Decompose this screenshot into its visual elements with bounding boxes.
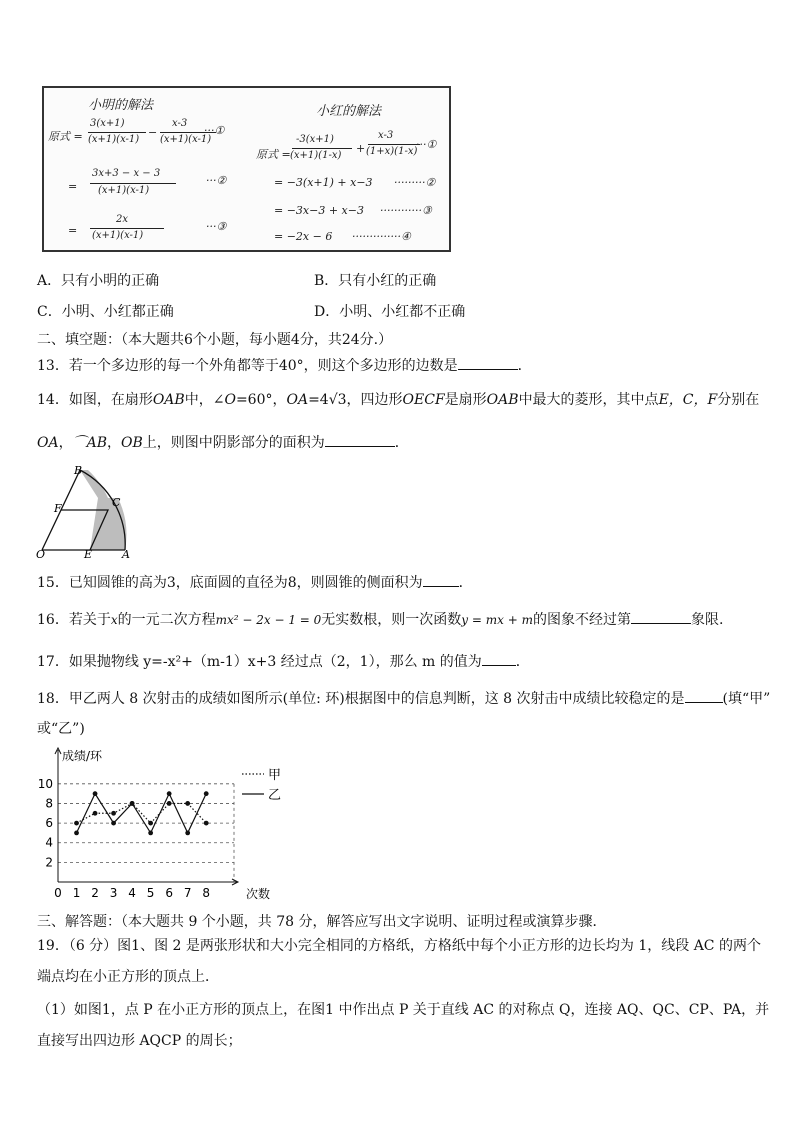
q14-text-g: 中最大的菱形，其中点 (518, 392, 659, 408)
data-point-甲 (111, 811, 116, 816)
q14-o: O (224, 392, 236, 408)
question-19-line1: 19．（6 分）图1、图 2 是两张形状和大小完全相同的方格纸，方格纸中每个小正方形的边长均为 1，线段 AC 的两个 (37, 938, 761, 954)
q14-blank (325, 434, 395, 447)
data-point-乙 (204, 791, 209, 796)
xiaohong-frac1-num: -3(x+1) (296, 134, 334, 145)
question-16 (37, 609, 723, 629)
q16-text-b: 的一元二次方程 (117, 612, 216, 628)
xiaoming-frac2-num: x-3 (172, 118, 188, 129)
xiaohong-line2: = −3(x+1) + x−3 (274, 176, 373, 189)
q17-end: ． (515, 654, 530, 670)
xiaohong-title: 小红的解法 (316, 104, 382, 119)
x-tick-label: 4 (128, 886, 136, 900)
xiaohong-mark4: ··············④ (352, 230, 411, 243)
question-19-line2: 端点均在小正方形的顶点上． (37, 969, 219, 985)
data-point-乙 (167, 791, 172, 796)
question-15 (37, 572, 473, 592)
q18-text-end: (填“甲” (722, 691, 771, 707)
x-tick-label: 0 (54, 886, 62, 900)
q14-sqrt: √3 (328, 392, 347, 408)
q16-blank (631, 611, 691, 624)
xiaohong-line4: = −2x − 6 (274, 230, 333, 243)
xiaoming-frac1-bar (88, 132, 146, 133)
option-c: C．小明、小红都正确 (37, 304, 174, 320)
x-tick-label: 6 (165, 886, 173, 900)
xiaoming-line3-bar (90, 228, 164, 229)
chart-series (74, 791, 208, 835)
q14-text-d: =4 (308, 392, 329, 408)
q16-text-c: 无实数根，则一次函数 (321, 612, 462, 628)
data-point-甲 (148, 821, 153, 826)
x-tick-label: 8 (202, 886, 211, 900)
chart-axes (55, 748, 238, 885)
legend-label-甲: 甲 (268, 768, 282, 783)
question-19-line4: 直接写出四边形 AQCP 的周长； (37, 1033, 242, 1049)
question-18-line2: 或“乙”) (37, 721, 85, 737)
label-o: O (36, 548, 46, 558)
question-14-line2 (37, 432, 409, 452)
x-tick-label: 1 (72, 886, 81, 900)
q14-text-b: 中，∠ (184, 392, 225, 408)
shaded-region-bottom (90, 498, 126, 550)
xiaohong-frac2-num: x-3 (378, 130, 394, 141)
xiaohong-frac2-den: (1+x)(1-x) (366, 146, 418, 157)
q18-blank (685, 690, 723, 703)
q17-blank (482, 653, 516, 666)
q14-oab-2: OAB (486, 392, 519, 408)
q14-comma-2: ， (107, 435, 121, 451)
q14-text-a: 14．如图，在扇形 (37, 392, 153, 408)
x-tick-label: 7 (183, 886, 192, 900)
q14-arc-ab: ⌒AB (72, 435, 107, 451)
y-axis-label: 成绩/环 (62, 749, 103, 763)
data-point-甲 (204, 821, 209, 826)
q15-text: 15．已知圆锥的高为3，底面圆的直径为8，则圆锥的侧面积为 (37, 575, 423, 591)
label-a: A (122, 548, 130, 558)
data-point-甲 (167, 801, 172, 806)
xiaohong-frac1-den: (x+1)(1-x) (290, 150, 342, 161)
label-f: F (54, 502, 62, 515)
data-point-乙 (74, 831, 79, 836)
q16-text-a: 16．若关于 (37, 612, 111, 628)
q17-text: 17．如果抛物线 y=-x²+（m-1）x+3 经过点（2，1），那么 m 的值为 (37, 654, 482, 670)
q14-comma-1: ， (58, 435, 73, 451)
q16-function: y = mx + m (461, 613, 533, 627)
q14-ob: OB (121, 435, 143, 451)
q14-text-e: ，四边形 (346, 392, 403, 408)
y-tick-label: 2 (45, 855, 53, 870)
q16-text-e: 象限. (690, 612, 724, 628)
xiaohong-mark3: ············③ (380, 204, 432, 217)
data-point-乙 (185, 831, 190, 836)
q16-text-d: 的图象不经过第 (532, 612, 631, 628)
xiaoming-line3-lhs: = (68, 224, 78, 237)
xiaoming-frac2-den: (x+1)(x-1) (160, 134, 212, 145)
q13-blank (458, 357, 518, 370)
sector-figure (32, 462, 144, 558)
xiaoming-line2-den: (x+1)(x-1) (98, 185, 150, 196)
xiaoming-mark2: ···② (206, 174, 227, 187)
section-2-heading: 二、填空题：（本大题共6个小题，每小题4分，共24分.） (37, 332, 393, 348)
section-3-heading: 三、解答题：（本大题共 9 个小题，共 78 分，解答应写出文字说明、证明过程或演算步骤． (37, 914, 607, 930)
xiaohong-plus: + (356, 142, 366, 155)
data-point-甲 (93, 811, 98, 816)
shaded-region-top (80, 470, 108, 498)
q14-text-i: 上，则图中阴影部分的面积为 (142, 435, 325, 451)
xiaohong-line3: = −3x−3 + x−3 (274, 204, 364, 217)
q14-points: E，C，F (658, 392, 718, 408)
question-17 (37, 651, 530, 671)
label-c: C (112, 496, 121, 509)
q14-text-h: 分别在 (717, 392, 760, 408)
y-tick-label: 10 (37, 776, 53, 791)
xiaoming-line2-bar (90, 183, 176, 184)
xiaohong-line1-lhs: 原式 = (256, 148, 291, 161)
xiaohong-mark1: ···① (416, 138, 437, 151)
y-tick-label: 8 (45, 796, 53, 811)
xiaohong-frac2-bar (368, 144, 420, 145)
xiaoming-mark3: ···③ (206, 220, 227, 233)
xiaoming-mark1: ···① (204, 124, 225, 137)
q16-x: x (110, 613, 118, 627)
label-b: B (74, 464, 83, 477)
q18-text: 18．甲乙两人 8 次射击的成绩如图所示(单位: 环)根据图中的信息判断，这 8 次射击中成绩比较稳定的是 (37, 691, 685, 707)
q15-end: ． (458, 575, 473, 591)
label-e: E (84, 548, 93, 558)
chart-labels (38, 748, 281, 901)
x-tick-label: 3 (109, 886, 118, 900)
xiaoming-minus: − (148, 126, 158, 139)
y-tick-label: 4 (45, 835, 53, 850)
xiaohong-mark2: ·········② (394, 176, 436, 189)
q14-oab: OAB (152, 392, 185, 408)
q16-equation: mx² − 2x − 1 = 0 (215, 613, 322, 627)
q14-oa: OA (286, 392, 309, 408)
q13-end: ． (517, 358, 532, 374)
question-13 (37, 355, 532, 375)
xiaoming-line3-den: (x+1)(x-1) (92, 230, 144, 241)
data-point-乙 (148, 831, 153, 836)
question-14-line1 (37, 389, 759, 409)
option-d: D．小明、小红都不正确 (314, 304, 466, 320)
q14-end: ． (394, 435, 409, 451)
question-19-line3: （1）如图1，点 P 在小正方形的顶点上，在图1 中作出点 P 关于直线 AC 的对称点 Q，连接 AQ、QC、CP、PA，并 (37, 1002, 770, 1018)
shooting-score-chart (34, 744, 304, 904)
q14-oa-2: OA (37, 435, 59, 451)
xiaoming-line2-num: 3x+3 − x − 3 (92, 168, 161, 179)
x-axis-label: 次数 (246, 887, 271, 901)
option-a: A．只有小明的正确 (37, 273, 160, 289)
data-point-乙 (130, 801, 135, 806)
xiaoming-title: 小明的解法 (88, 98, 154, 113)
solutions-image (42, 86, 451, 252)
xiaoming-line2-lhs: = (68, 180, 78, 193)
xiaohong-frac1-bar (292, 148, 352, 149)
chart-grid (58, 784, 234, 882)
data-point-甲 (74, 821, 79, 826)
data-point-乙 (93, 791, 98, 796)
x-tick-label: 5 (146, 886, 155, 900)
xiaoming-frac1-den: (x+1)(x-1) (88, 134, 140, 145)
y-tick-label: 6 (45, 816, 53, 831)
option-b: B．只有小红的正确 (314, 273, 437, 289)
xiaoming-line1-lhs: 原式 = (48, 130, 83, 143)
q14-text-c: =60°， (235, 392, 287, 408)
q13-text: 13．若一个多边形的每一个外角都等于40°，则这个多边形的边数是 (37, 358, 458, 374)
data-point-甲 (185, 801, 190, 806)
x-tick-label: 2 (91, 886, 99, 900)
q15-blank (423, 574, 459, 587)
q14-oecf: OECF (402, 392, 445, 408)
data-point-乙 (111, 821, 116, 826)
xiaoming-line3-num: 2x (116, 214, 129, 225)
question-18-line1 (37, 688, 770, 708)
legend-label-乙: 乙 (268, 788, 282, 803)
q14-text-f: 是扇形 (444, 392, 487, 408)
xiaoming-frac1-num: 3(x+1) (90, 118, 125, 129)
